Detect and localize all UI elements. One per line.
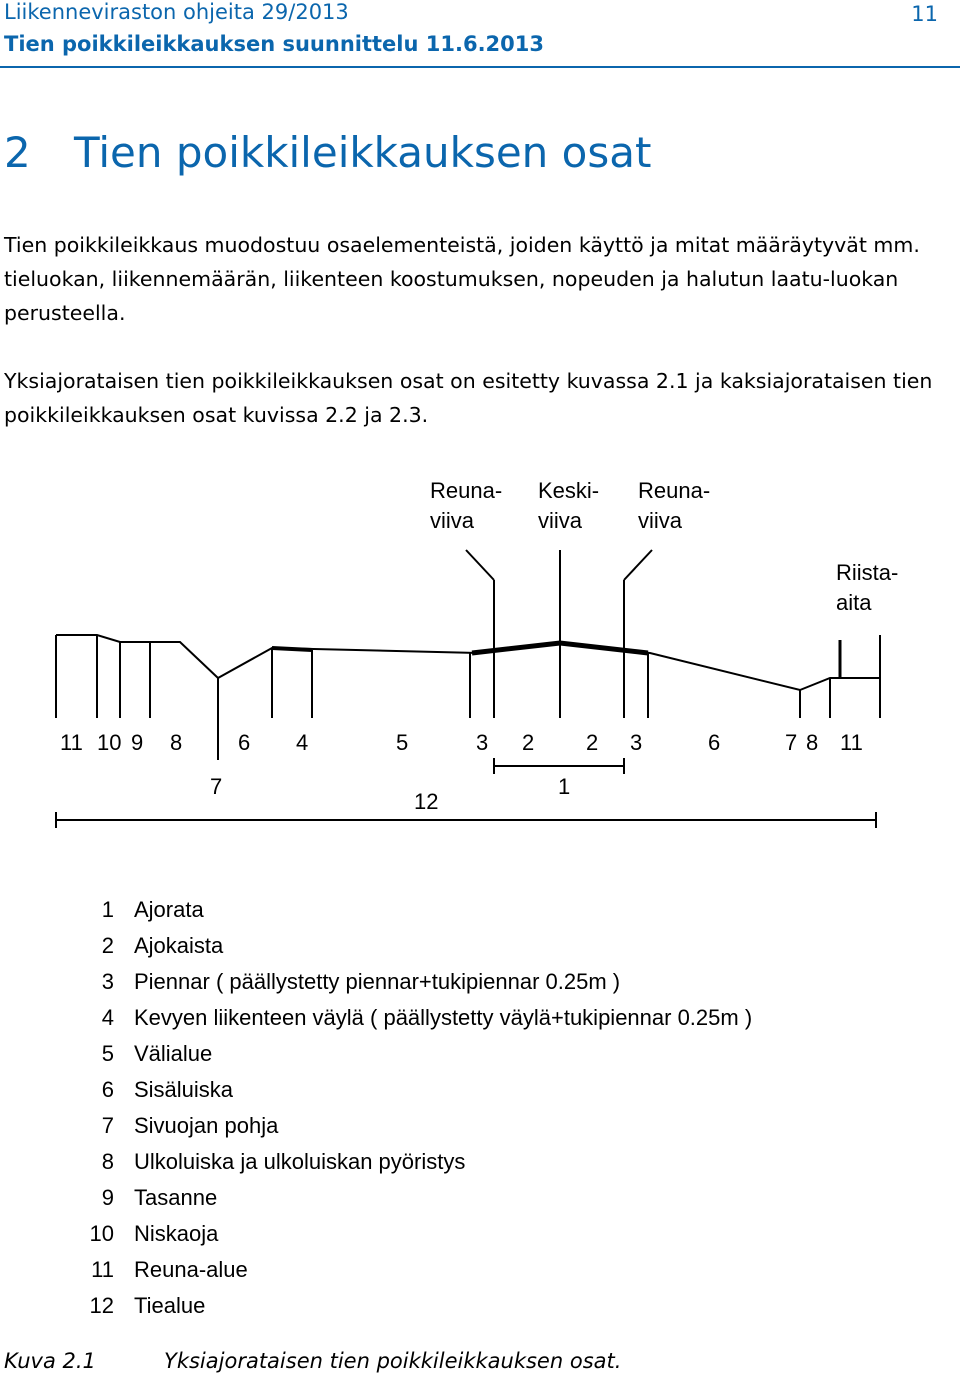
legend-number: 5 <box>101 1041 114 1066</box>
legend-number: 11 <box>91 1257 114 1282</box>
legend-item <box>80 1000 752 1036</box>
part-number-7: 7 <box>210 774 223 799</box>
legend-item <box>80 1036 752 1072</box>
part-number: 7 <box>785 730 798 755</box>
header-title: Liikenneviraston ohjeita 29/2013 <box>4 0 349 24</box>
legend-text: Sisäluiska <box>134 1077 234 1102</box>
legend-item <box>80 1216 752 1252</box>
reunaviiva-left-label-2: viiva <box>430 508 475 533</box>
legend-text: Ajokaista <box>134 933 224 958</box>
legend-item <box>80 928 752 964</box>
legend-text: Piennar ( päällystetty piennar+tukipiennar 0.25m ) <box>134 969 621 994</box>
part-number: 11 <box>60 730 83 755</box>
reunaviiva-left-label-1: Reuna- <box>430 478 503 503</box>
road-surface <box>272 648 312 650</box>
part-number: 6 <box>708 730 721 755</box>
part-number: 3 <box>630 730 643 755</box>
legend-text: Ulkoluiska ja ulkoluiskan pyöristys <box>134 1149 466 1174</box>
part-number: 3 <box>476 730 489 755</box>
reunaviiva-left-leader <box>466 550 494 580</box>
legend-text: Välialue <box>134 1041 213 1066</box>
legend-item <box>80 1144 752 1180</box>
legend-number: 2 <box>101 933 114 958</box>
legend-item <box>80 1072 752 1108</box>
legend-item <box>80 1252 752 1288</box>
legend-item <box>80 1180 752 1216</box>
reunaviiva-right-leader <box>624 550 652 580</box>
part-number: 8 <box>806 730 819 755</box>
legend-item <box>80 1108 752 1144</box>
dimension-label-1: 1 <box>558 774 571 799</box>
part-number: 4 <box>296 730 309 755</box>
legend-text: Reuna-alue <box>134 1257 248 1282</box>
header-rule <box>0 66 960 68</box>
section-heading <box>4 128 651 177</box>
legend-text: Kevyen liikenteen väylä ( päällystetty väylä+tukipiennar 0.25m ) <box>134 1005 753 1030</box>
legend-text: Tasanne <box>134 1185 218 1210</box>
paragraph-2: Yksiajorataisen tien poikkileikkauksen osat on esitetty kuvassa 2.1 ja kaksiajorataisen tien poikkileikkauksen osat kuvissa 2.2 ja 2.3. <box>4 369 933 427</box>
legend-number: 8 <box>101 1149 114 1174</box>
cross-section-figure <box>0 460 960 840</box>
legend-text: Sivuojan pohja <box>134 1113 279 1138</box>
riistaaita-label-1: Riista- <box>836 560 899 585</box>
caption-label: Kuva 2.1 <box>4 1349 96 1373</box>
part-number: 11 <box>840 730 863 755</box>
legend-number: 4 <box>101 1005 114 1030</box>
page-number: 11 <box>911 2 938 26</box>
legend-text: Niskaoja <box>134 1221 219 1246</box>
part-number: 9 <box>131 730 144 755</box>
header-subtitle: Tien poikkileikkauksen suunnittelu 11.6.2013 <box>4 32 544 56</box>
legend-number: 3 <box>101 969 114 994</box>
reunaviiva-right-label-2: viiva <box>638 508 683 533</box>
legend-number: 12 <box>89 1293 114 1318</box>
part-number: 8 <box>170 730 183 755</box>
part-number: 2 <box>586 730 599 755</box>
cross-section-diagram <box>0 460 960 840</box>
keskiviiva-label-2: viiva <box>538 508 583 533</box>
riistaaita-label-2: aita <box>836 590 872 615</box>
legend-number: 9 <box>101 1185 114 1210</box>
legend-text: Ajorata <box>134 897 204 922</box>
legend-item <box>80 1288 752 1324</box>
part-number: 10 <box>97 730 122 755</box>
legend-number: 7 <box>101 1113 114 1138</box>
figure-caption <box>4 1349 621 1373</box>
dimension-label-12: 12 <box>414 789 439 814</box>
part-number: 2 <box>522 730 535 755</box>
section-title: Tien poikkileikkauksen osat <box>74 128 652 177</box>
caption-text: Yksiajorataisen tien poikkileikkauksen osat. <box>164 1349 622 1373</box>
legend-number: 10 <box>89 1221 114 1246</box>
legend-number: 6 <box>101 1077 114 1102</box>
paragraph-1: Tien poikkileikkaus muodostuu osaelementeistä, joiden käyttö ja mitat määräytyvät mm. tieluokan, liikennemäärän, liikenteen koostumuksen, nopeuden ja halutun laatu-luokan perusteella. <box>4 233 920 325</box>
legend-item <box>80 892 752 928</box>
road-profile-line <box>56 635 880 690</box>
section-number: 2 <box>4 128 31 177</box>
legend-text: Tiealue <box>134 1293 206 1318</box>
keskiviiva-label-1: Keski- <box>538 478 600 503</box>
legend-number: 1 <box>101 897 114 922</box>
legend-list <box>80 892 752 1324</box>
part-number: 5 <box>396 730 409 755</box>
legend-item <box>80 964 752 1000</box>
reunaviiva-right-label-1: Reuna- <box>638 478 711 503</box>
part-number: 6 <box>238 730 251 755</box>
